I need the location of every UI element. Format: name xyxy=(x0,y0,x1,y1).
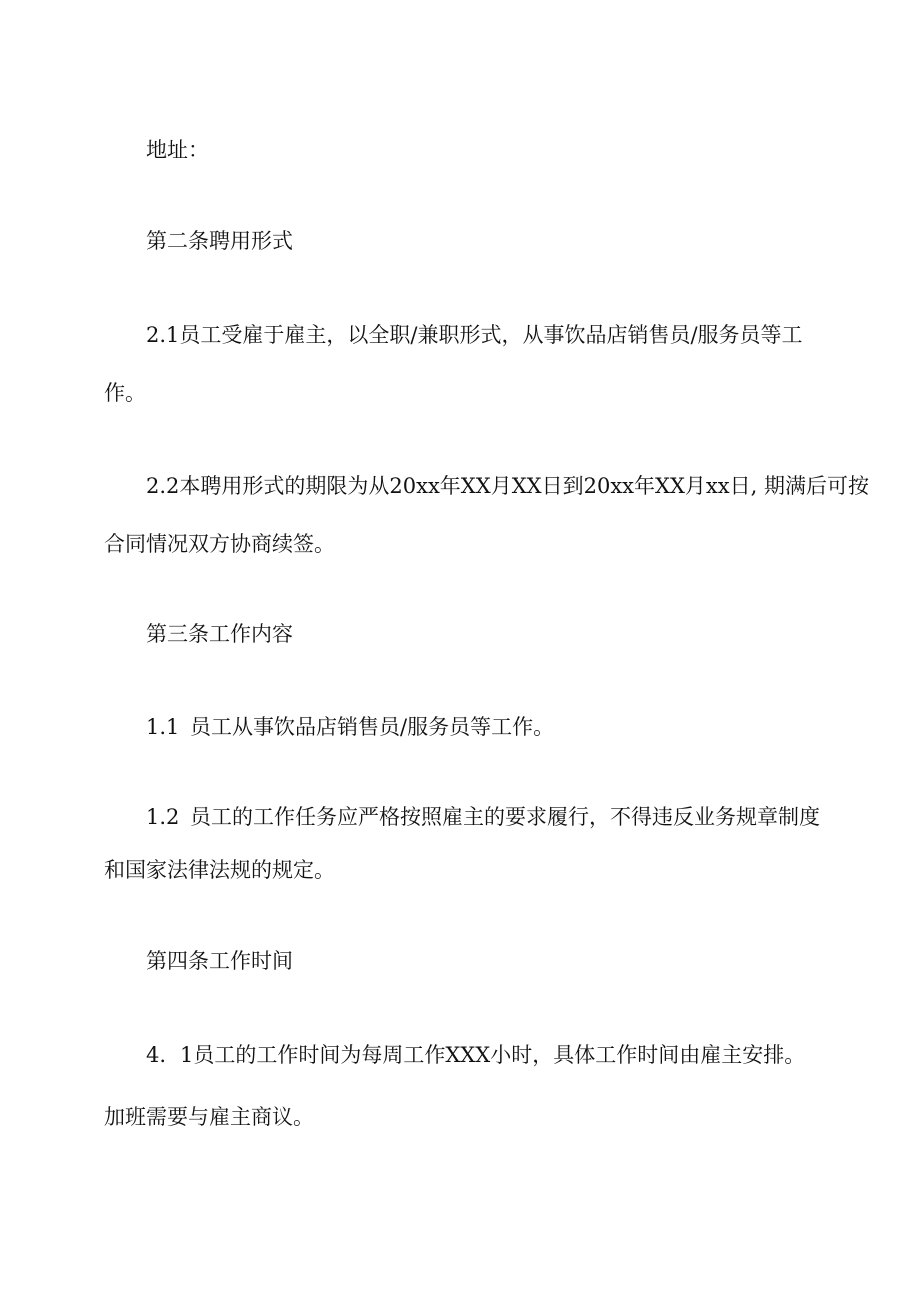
article3-item-1-1-text: 员工从事饮品店销售员/服务员等工作。 xyxy=(190,715,555,739)
article3-item-1-2-number: 1.2 xyxy=(146,805,180,829)
article2-item-2-2-line2: 合同情况双方协商续签。 xyxy=(104,532,335,556)
article4-item-4-1-line2: 加班需要与雇主商议。 xyxy=(104,1105,314,1129)
article3-item-1-2-line2: 和国家法律法规的规定。 xyxy=(104,858,335,882)
article2-heading: 第二条聘用形式 xyxy=(146,229,293,253)
article4-item-4-1-number: 4. xyxy=(146,1043,167,1067)
article3-heading: 第三条工作内容 xyxy=(146,622,293,646)
article3-item-1-2-line1: 员工的工作任务应严格按照雇主的要求履行，不得违反业务规章制度 xyxy=(190,805,820,829)
article2-item-2-2-line1: 2.2本聘用形式的期限为从20xx年XX月XX日到20xx年XX月xx日, 期满后可按 xyxy=(146,474,869,498)
article2-item-2-1-line1: 2.1员工受雇于雇主，以全职/兼职形式，从事饮品店销售员/服务员等工 xyxy=(146,323,803,347)
article3-item-1-1-number: 1.1 xyxy=(146,715,180,739)
article2-item-2-1-line2: 作。 xyxy=(104,381,146,405)
article4-item-4-1-line1: 1员工的工作时间为每周工作XXX小时，具体工作时间由雇主安排。 xyxy=(180,1043,806,1067)
address-label: 地址： xyxy=(146,138,209,162)
article4-heading: 第四条工作时间 xyxy=(146,949,293,973)
